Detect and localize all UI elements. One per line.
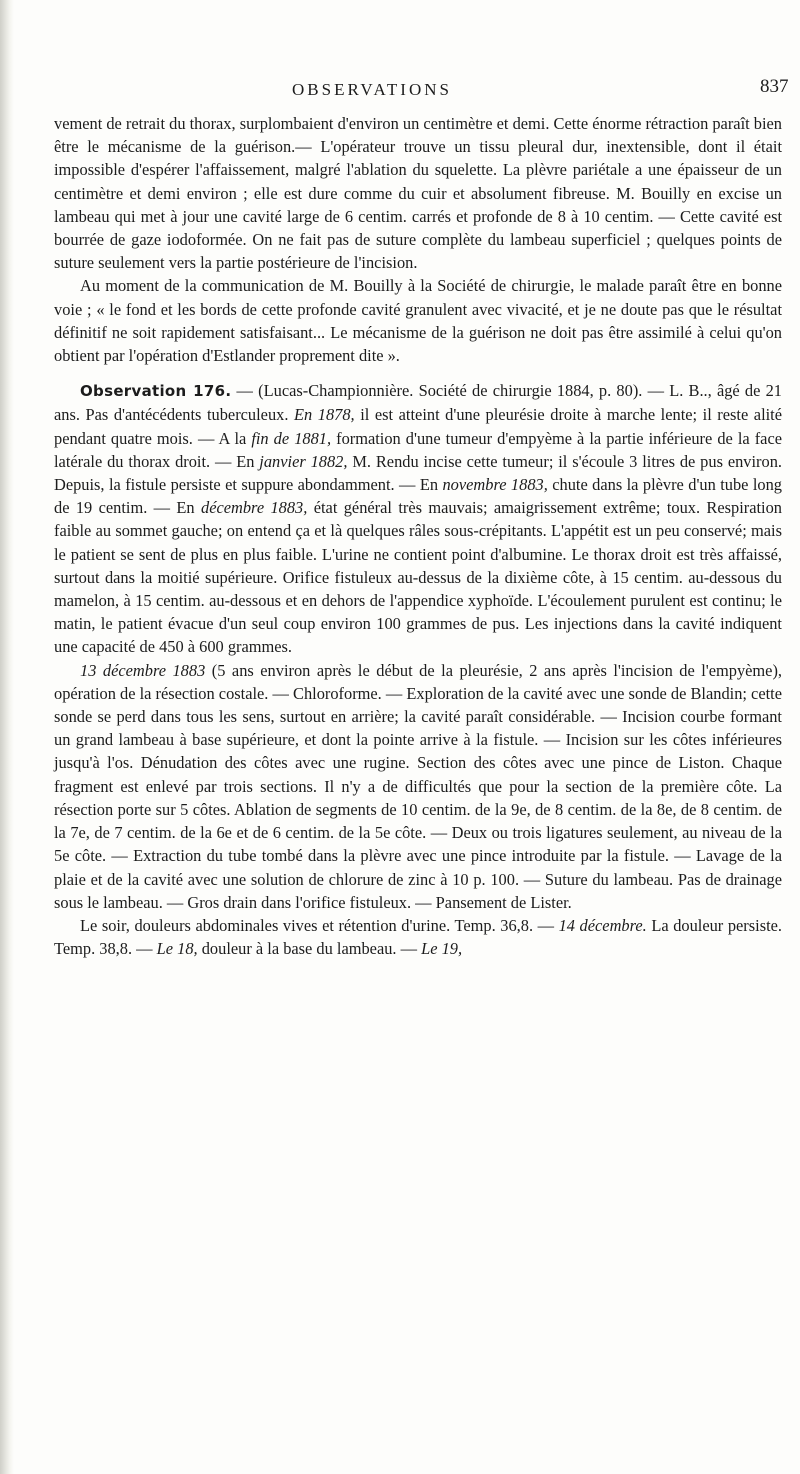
observation-text: état général très mauvais; amaigrissement extrême; toux. Respiration faible au sommet gauche; on entend ça et là quelques râles sous-crépitants. L'appétit est un peu conservé; mais le patient se sent de plus en plus faible. L'urine ne contient point d'albumine. Le thorax droit est très affaissé, surtout dans la moitié supérieure. Orifice fistuleux au-dessus de la dixième côte, à 15 centim. au-dessous du mamelon, à 15 centim. au-dessous et en dehors de l'appendice xyphoïde. L'écoulement purulent est continu; le matin, le patient évacue d'un seul coup environ 100 grammes de pus. Les injections dans la cavité indiquent une capacité de 450 à 600 grammes. [54,498,782,657]
page-number: 837 [760,76,789,97]
date-emphasis: Le 19, [421,939,463,959]
paragraph-communication: Au moment de la communication de M. Bouilly à la Société de chirurgie, le malade paraît être en bonne voie ; « le fond et les bords de cette profonde cavité granulent avec vivacité, et je ne doute pas que le résultat définitif ne soit rapidement satisfaisant... Le mécanisme de la guérison ne doit pas être assimilé à celui qu'on obtient par l'opération d'Estlander proprement dite ». [54,276,782,366]
operation-paragraph [54,659,782,914]
date-emphasis: fin de 1881, [251,428,332,448]
running-title: OBSERVATIONS [292,80,452,99]
section-gap [54,367,782,379]
observation-paragraph [54,379,782,658]
observation-text: — (Lucas-Championnière. Société de chirurgie 1884, p. 80). — L. B.., âgé de 21 ans. Pas d'antécédents tuberculeux. [54,381,783,425]
observation-text: il est atteint d'une pleurésie droite à marche lente; il reste alité pendant quatre mois. — A la [54,405,783,448]
postop-paragraph [54,914,782,960]
postop-text: La douleur persiste. Temp. 38,8. — [54,915,783,959]
postop-text: douleur à la base du lambeau. — [197,939,422,959]
postop-text: Le soir, douleurs abdominales vives et rétention d'urine. Temp. 36,8. — [80,915,559,935]
text-block [54,112,782,960]
date-emphasis: En 1878, [294,405,355,425]
observation-heading: Observation 176. [80,382,232,401]
observation-text: M. Rendu incise cette tumeur; il s'écoule 3 litres de pus environ. Depuis, la fistule persiste et suppure abondamment. — En [54,451,782,495]
running-head [0,76,800,104]
observation-text: chute dans la plèvre d'un tube long de 19 centim. — En [54,475,782,518]
observation-text: formation d'une tumeur d'empyème à la partie inférieure de la face latérale du thorax droit. — En [54,428,782,471]
date-emphasis: 13 décembre 1883 [80,660,206,680]
date-emphasis: 14 décembre. [558,915,647,935]
date-emphasis: Le 18, [156,939,198,959]
date-emphasis: janvier 1882, [259,451,348,471]
binding-shadow [0,0,14,1474]
operation-text: (5 ans environ après le début de la pleurésie, 2 ans après l'incision de l'empyème), opération de la résection costale. — Chloroforme. — Exploration de la cavité avec une sonde de Blandin; cette sonde se perd dans tous les sens, surtout en arrière; la cavité paraît considérable. — Incision courbe formant un grand lambeau à base supérieure, et dont la pointe arrive à la fistule. — Incision sur les côtes inférieures jusqu'à l'os. Dénudation des côtes avec une rugine. Section des côtes avec une pince de Liston. Chaque fragment est enlevé par trois sections. Il n'y a de difficultés que pour la section de la première côte. La résection porte sur 5 côtes. Ablation de segments de 10 centim. de la 9e, de 8 centim. de la 8e, de 8 centim. de la 7e, de 7 centim. de la 6e et de 6 centim. de la 5e côte. — Deux ou trois ligatures seulement, au niveau de la 5e côte. — Extraction du tube tombé dans la plèvre avec une pince introduite par la fistule. — Lavage de la plaie et de la cavité avec une solution de chlorure de zinc à 10 p. 100. — Suture du lambeau. Pas de drainage sous le lambeau. — Gros drain dans l'orifice fistuleux. — Pansement de Lister. [54,660,783,912]
paragraph-continuation: vement de retrait du thorax, surplombaient d'environ un centimètre et demi. Cette énorme rétraction paraît bien être le mécanisme de la guérison.— L'opérateur trouve un tissu pleural dur, inextensible, dont il était impossible d'espérer l'affaissement, malgré l'ablation du squelette. La plèvre pariétale a une épaisseur de un centimètre et demi environ ; elle est dure comme du cuir et absolument fibreuse. M. Bouilly en excise un lambeau qui met à jour une cavité large de 6 centim. carrés et profonde de 8 à 10 centim. — Cette cavité est bourrée de gaze iodoformée. On ne fait pas de suture complète du lambeau superficiel ; quelques points de suture seulement vers la partie postérieure de l'incision. [54,114,782,273]
date-emphasis: novembre 1883, [442,475,548,495]
date-emphasis: décembre 1883, [201,498,308,518]
